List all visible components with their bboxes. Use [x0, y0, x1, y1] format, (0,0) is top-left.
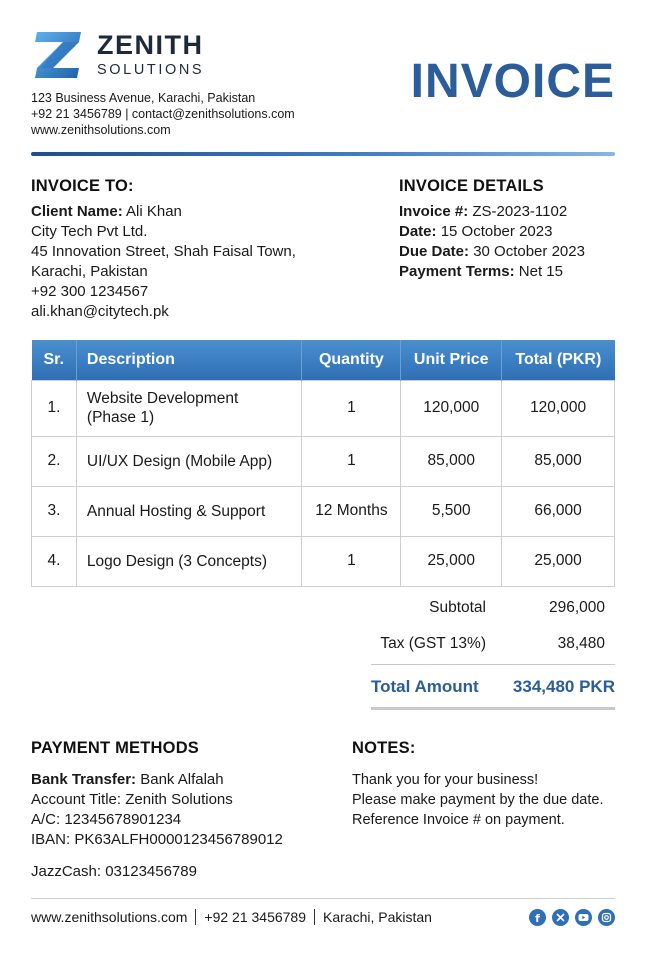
social-links	[529, 909, 615, 926]
bank-transfer: Bank Transfer: Bank Alfalah	[31, 771, 224, 788]
invoice-details	[399, 202, 585, 282]
client-city: Karachi, Pakistan	[31, 263, 148, 280]
row-quantity: 1	[302, 380, 401, 436]
payment-methods-heading: PAYMENT METHODS	[31, 739, 200, 757]
footer-website[interactable]: www.zenithsolutions.com	[31, 909, 188, 925]
row-unit-price: 5,500	[401, 486, 502, 536]
totals-divider	[371, 664, 615, 665]
client-info	[31, 202, 296, 322]
invoice-details-heading: INVOICE DETAILS	[399, 177, 544, 195]
row-description: Website Development (Phase 1)	[76, 380, 302, 436]
row-description: Logo Design (3 Concepts)	[76, 536, 302, 586]
table-row	[32, 536, 615, 586]
col-header-quantity: Quantity	[302, 340, 401, 380]
account-title: Account Title: Zenith Solutions	[31, 791, 233, 808]
row-sr: 1.	[32, 380, 77, 436]
row-quantity: 12 Months	[302, 486, 401, 536]
company-phone-email: +92 21 3456789 | contact@zenithsolutions.com	[31, 107, 295, 121]
header-divider	[31, 152, 615, 156]
tax-value: 38,480	[557, 635, 605, 652]
col-header-description: Description	[76, 340, 302, 380]
footer-phone: +92 21 3456789	[204, 909, 307, 925]
instagram-icon[interactable]	[598, 909, 615, 926]
client-phone: +92 300 1234567	[31, 283, 149, 300]
col-header-total: Total (PKR)	[502, 340, 615, 380]
company-contact	[31, 90, 295, 138]
total-amount-underline	[371, 707, 615, 710]
table-row	[32, 380, 615, 436]
invoice-to-heading: INVOICE TO:	[31, 177, 134, 195]
company-website[interactable]: www.zenithsolutions.com	[31, 123, 171, 137]
facebook-icon[interactable]	[529, 909, 546, 926]
table-row	[32, 486, 615, 536]
footer-divider	[31, 898, 615, 899]
total-amount-label: Total Amount	[371, 677, 479, 696]
row-sr: 3.	[32, 486, 77, 536]
tax-label: Tax (GST 13%)	[380, 635, 486, 652]
row-sr: 2.	[32, 436, 77, 486]
table-header-row	[32, 340, 615, 380]
row-description: Annual Hosting & Support	[76, 486, 302, 536]
row-description: UI/UX Design (Mobile App)	[76, 436, 302, 486]
row-total: 66,000	[502, 486, 615, 536]
row-total: 25,000	[502, 536, 615, 586]
row-total: 85,000	[502, 436, 615, 486]
client-name-line: Client Name: Ali Khan	[31, 203, 182, 220]
footer-contact	[31, 909, 432, 925]
invoice-due-date: Due Date: 30 October 2023	[399, 243, 585, 260]
youtube-icon[interactable]	[575, 909, 592, 926]
row-total: 120,000	[502, 380, 615, 436]
invoice-date: Date: 15 October 2023	[399, 223, 553, 240]
row-sr: 4.	[32, 536, 77, 586]
items-table	[31, 340, 615, 587]
client-street: 45 Innovation Street, Shah Faisal Town,	[31, 243, 296, 260]
note-line: Reference Invoice # on payment.	[352, 812, 565, 828]
row-unit-price: 120,000	[401, 380, 502, 436]
note-line: Please make payment by the due date.	[352, 792, 604, 808]
row-unit-price: 25,000	[401, 536, 502, 586]
table-row	[32, 436, 615, 486]
row-unit-price: 85,000	[401, 436, 502, 486]
x-icon[interactable]	[552, 909, 569, 926]
row-quantity: 1	[302, 436, 401, 486]
company-email[interactable]: contact@zenithsolutions.com	[131, 107, 295, 121]
account-number: A/C: 12345678901234	[31, 811, 182, 828]
col-header-sr: Sr.	[32, 340, 77, 380]
company-name: ZENITH	[97, 30, 204, 60]
subtotal-label: Subtotal	[429, 599, 486, 616]
invoice-number: Invoice #: ZS-2023-1102	[399, 203, 568, 220]
footer-location: Karachi, Pakistan	[323, 909, 432, 925]
client-company: City Tech Pvt Ltd.	[31, 223, 148, 240]
payment-details	[31, 770, 283, 850]
jazzcash: JazzCash: 03123456789	[31, 863, 197, 880]
col-header-unit-price: Unit Price	[401, 340, 502, 380]
total-amount-value: 334,480 PKR	[512, 677, 615, 696]
note-line: Thank you for your business!	[352, 772, 539, 788]
subtotal-value: 296,000	[548, 599, 605, 616]
client-email[interactable]: ali.khan@citytech.pk	[31, 303, 169, 320]
company-subtitle: SOLUTIONS	[97, 62, 205, 78]
row-quantity: 1	[302, 536, 401, 586]
zenith-logo-icon	[33, 30, 85, 80]
notes-body	[352, 770, 604, 830]
company-address: 123 Business Avenue, Karachi, Pakistan	[31, 91, 256, 105]
iban: IBAN: PK63ALFH0000123456789012	[31, 831, 283, 848]
invoice-title: INVOICE	[410, 55, 615, 108]
svg-text:f: f	[535, 912, 540, 925]
notes-heading: NOTES:	[352, 739, 416, 757]
payment-terms: Payment Terms: Net 15	[399, 263, 563, 280]
